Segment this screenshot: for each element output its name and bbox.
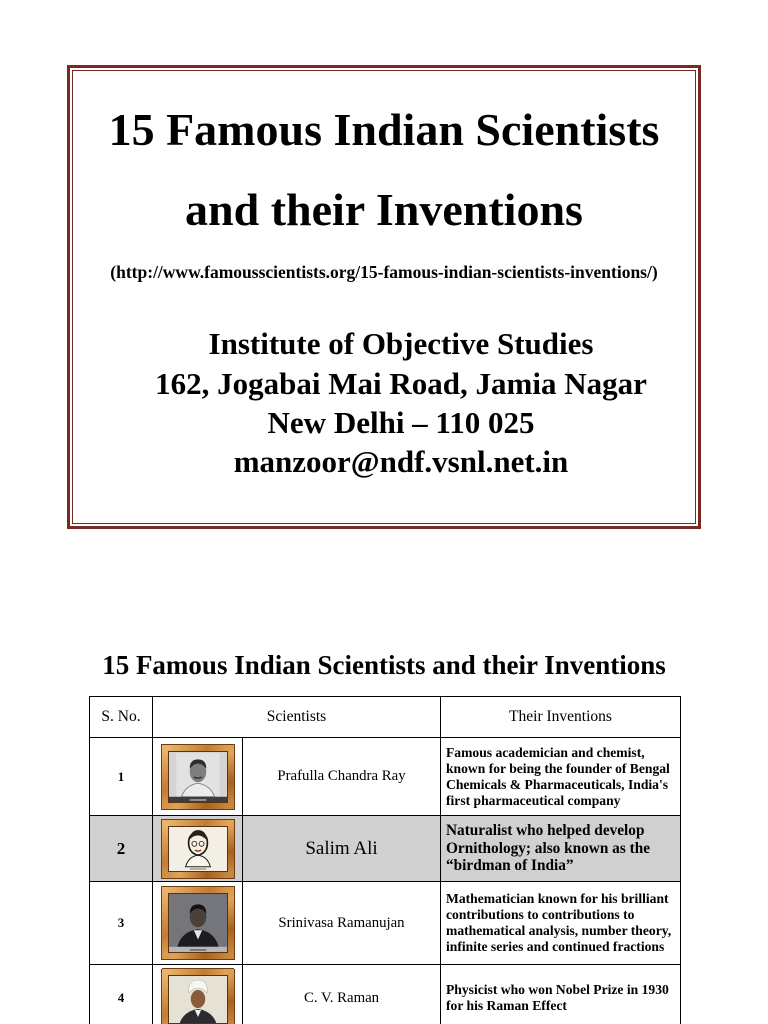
scientists-table: [89, 696, 681, 1024]
table-row: [89, 882, 681, 965]
portrait-frame: [162, 820, 234, 878]
contact-email: manzoor@ndf.vsnl.net.in: [233, 444, 569, 479]
table-header-row: [89, 696, 681, 738]
invention-text: [446, 891, 671, 955]
invention-line: Chemicals & Pharmaceuticals, India's: [446, 776, 669, 792]
serial-number: 1: [89, 738, 153, 816]
source-url: (http://www.famousscientists.org/15-famous-indian-scientists-inventions/): [110, 262, 658, 282]
scientist-name: C. V. Raman: [243, 965, 441, 1024]
serial-number: 2: [89, 816, 153, 882]
scientist-portrait-icon: [168, 975, 228, 1024]
invention-text: [446, 745, 670, 809]
table-row: [89, 738, 681, 816]
invention-cell: [441, 738, 681, 816]
address-line1: 162, Jogabai Mai Road, Jamia Nagar: [155, 366, 647, 401]
invention-line: mathematical analysis, number theory,: [446, 923, 672, 938]
invention-line: contributions to contributions to: [446, 907, 635, 922]
invention-text: [446, 822, 650, 875]
portrait-cell: [153, 965, 243, 1024]
portrait-frame: [162, 887, 234, 959]
portrait-cell: [153, 816, 243, 882]
invention-cell: [441, 816, 681, 882]
invention-line: Physicist who won Nobel Prize in 1930: [446, 982, 669, 997]
portrait-cell: [153, 882, 243, 965]
cover-box: [67, 65, 701, 529]
invention-line: known for being the founder of Bengal: [446, 760, 670, 776]
scientist-name: Salim Ali: [243, 816, 441, 882]
scientist-portrait-icon: [168, 751, 228, 803]
serial-number: 4: [89, 965, 153, 1024]
table-row: [89, 965, 681, 1024]
invention-cell: [441, 965, 681, 1024]
portrait-cell: [153, 738, 243, 816]
invention-line: Naturalist who helped develop: [446, 822, 645, 840]
scientist-name: Srinivasa Ramanujan: [243, 882, 441, 965]
table-heading: 15 Famous Indian Scientists and their Inventions: [102, 650, 666, 680]
invention-line: Famous academician and chemist,: [446, 744, 645, 760]
invention-line: Mathematician known for his brilliant: [446, 891, 669, 906]
scientist-portrait-icon: [168, 893, 228, 953]
portrait-frame: [162, 969, 234, 1024]
invention-line: Ornithology; also known as the: [446, 839, 650, 857]
invention-cell: [441, 882, 681, 965]
serial-number: 3: [89, 882, 153, 965]
invention-line: first pharmaceutical company: [446, 792, 621, 808]
scientist-portrait-icon: [168, 826, 228, 872]
header-inventions: Their Inventions: [441, 696, 681, 738]
cover-title-line2: and their Inventions: [185, 184, 583, 235]
scientist-name: Prafulla Chandra Ray: [243, 738, 441, 816]
invention-text: [446, 982, 669, 1014]
header-scientists: Scientists: [153, 696, 441, 738]
address-line2: New Delhi – 110 025: [267, 405, 535, 440]
cover-title-line1: 15 Famous Indian Scientists: [108, 104, 660, 155]
portrait-frame: [162, 745, 234, 809]
institute-name: Institute of Objective Studies: [208, 326, 594, 361]
table-row-highlighted: [89, 816, 681, 882]
header-serial: S. No.: [89, 696, 153, 738]
invention-line: for his Raman Effect: [446, 998, 567, 1013]
invention-line: “birdman of India”: [446, 857, 574, 875]
invention-line: infinite series and continued fractions: [446, 939, 665, 954]
